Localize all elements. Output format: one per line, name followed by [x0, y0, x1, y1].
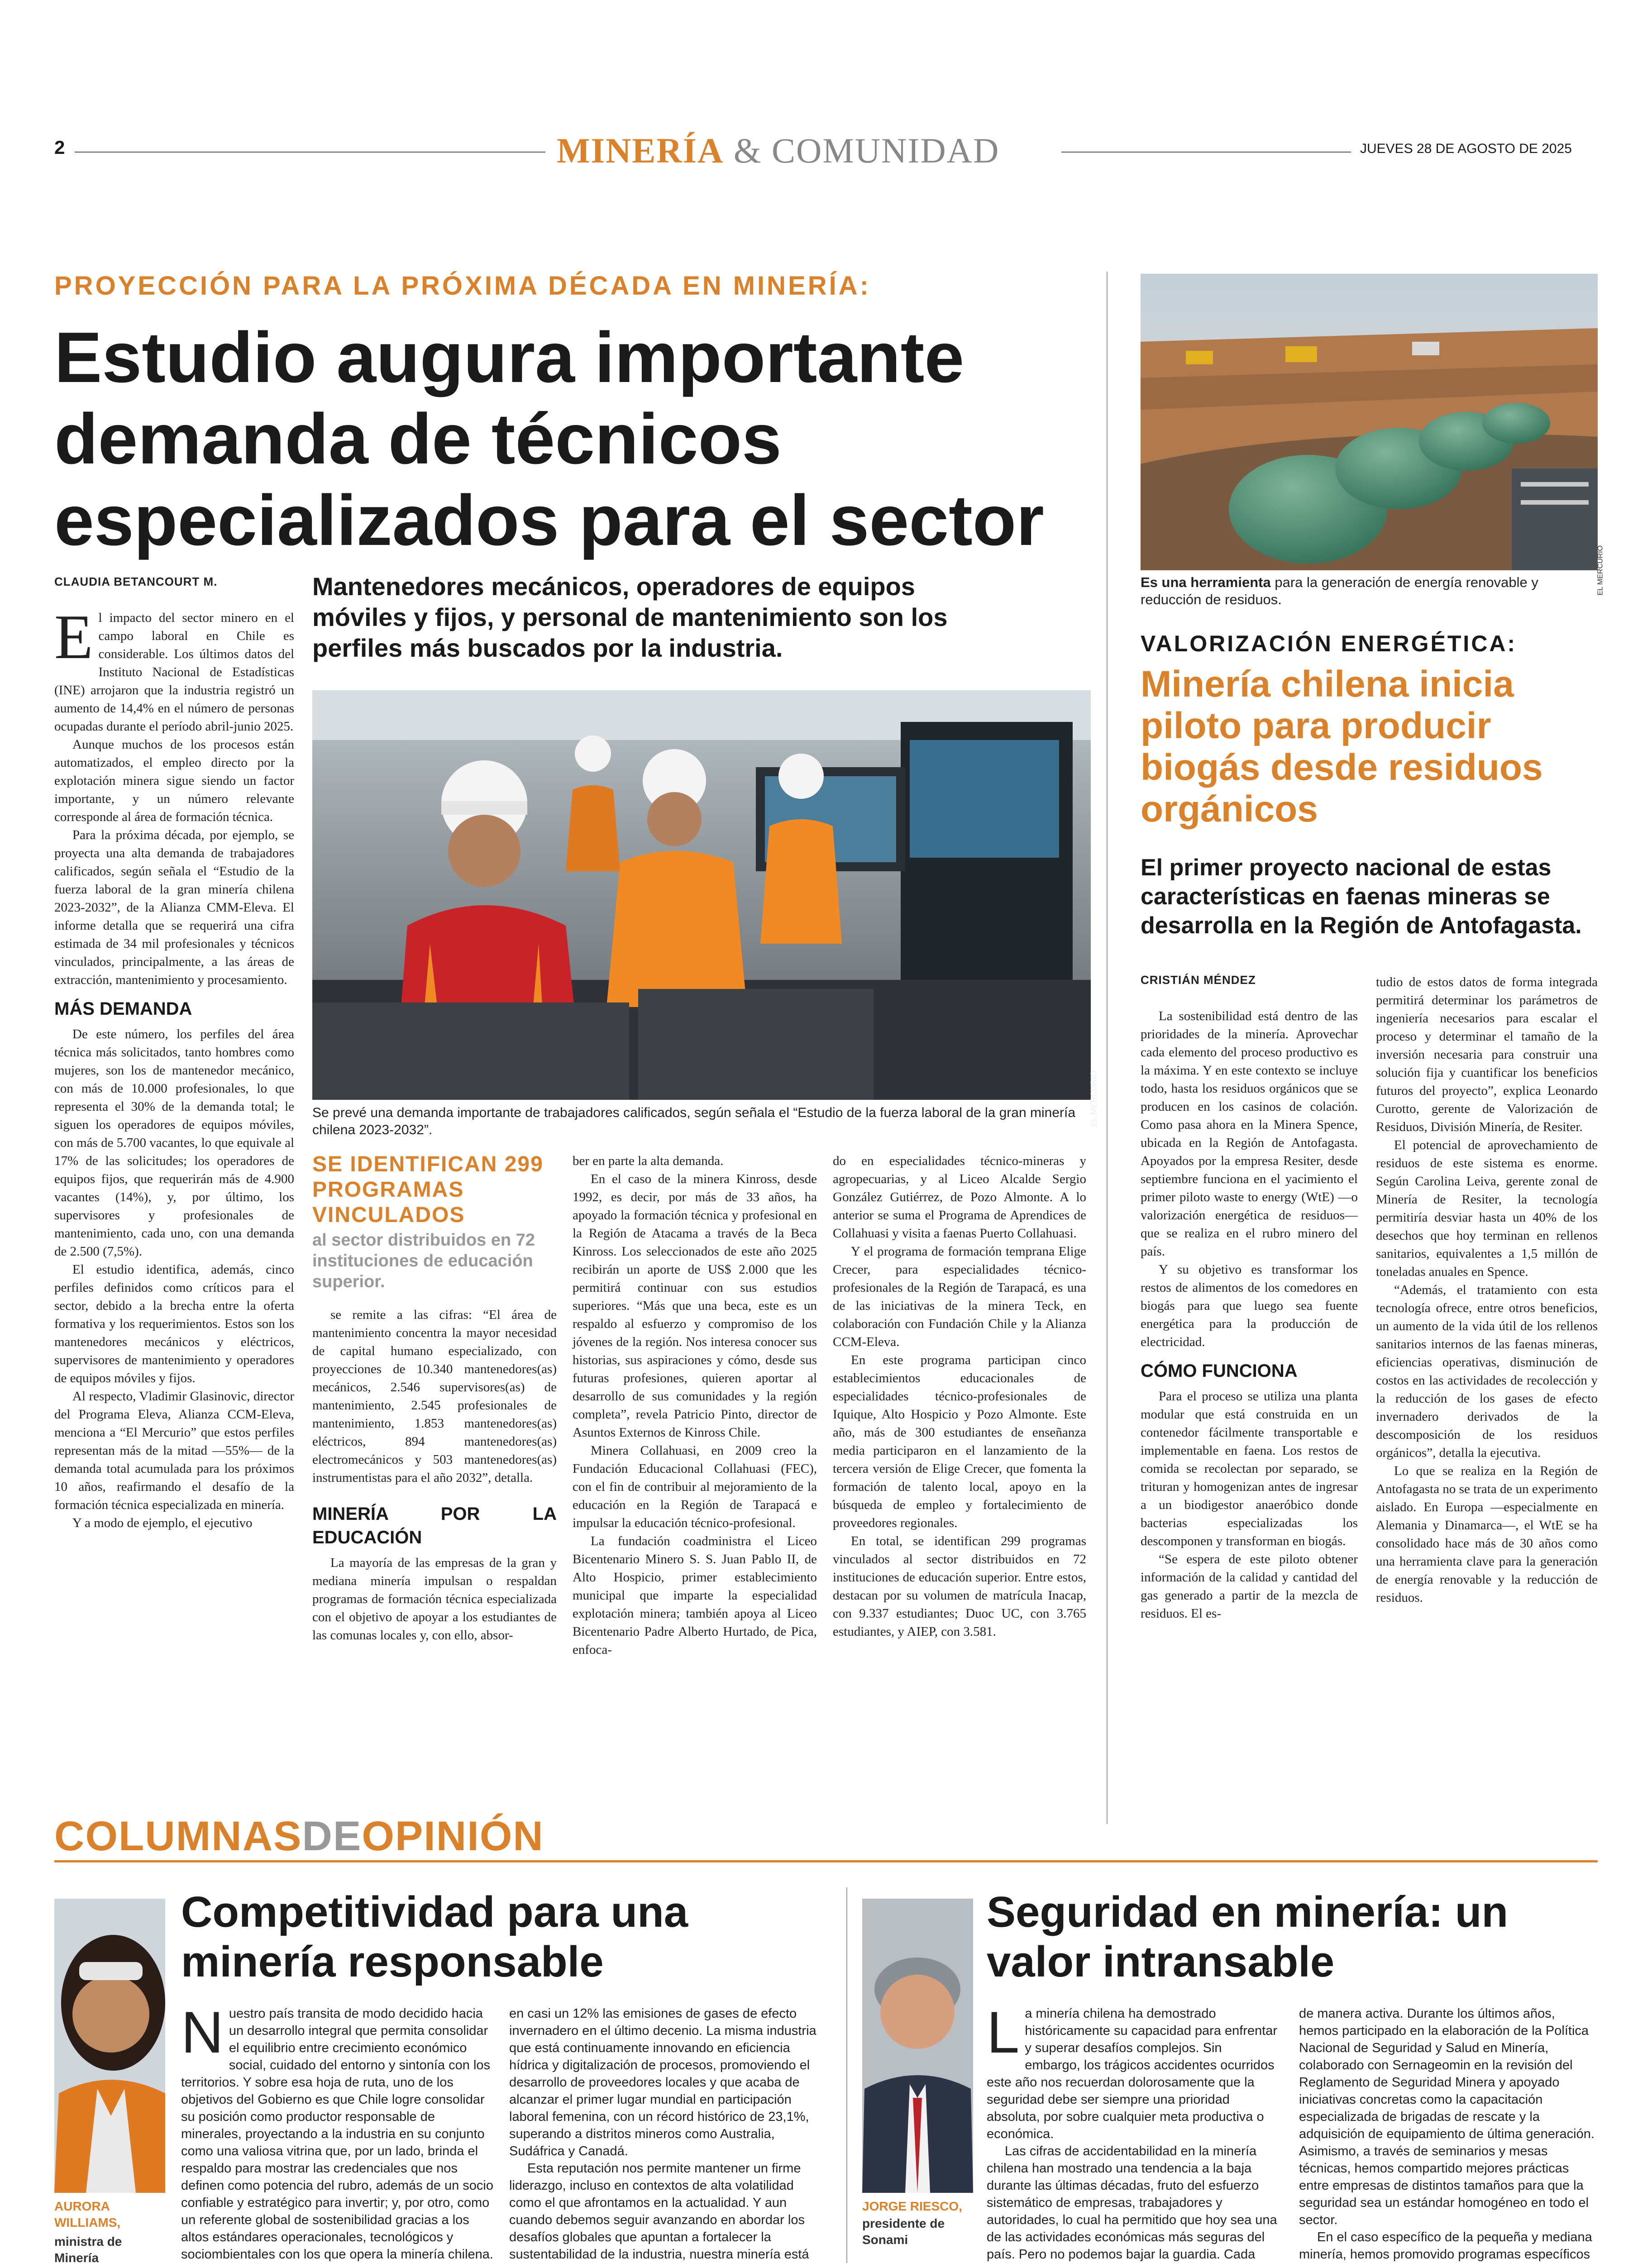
opinion-left-p1 — [181, 1999, 493, 2263]
opinion-banner — [54, 1813, 544, 1860]
side-col-1-p4: “Se espera de este piloto obtener información de la calidad y cantidad del gas generado a partir de la mezcla de residuos. El es- — [1141, 1552, 1358, 1621]
side-col-1-p2: Y su objetivo es transformar los restos de alimentos de los comedores en biogás para que luego sea fuente energética para la producción de electricidad. — [1141, 1262, 1358, 1349]
section-title — [557, 130, 999, 171]
side-col-1-p1: La sostenibilidad está dentro de las prioridades de la minería. Aprovechar cada elemento del proceso productivo es la máxima. Y en este contexto se incluye todo, hasta los residuos orgánicos que se producen en los casinos de colación. Como pasa ahora en la Minera Spence, ubicada en la Región de Antofagasta. Apoyados por la empresa Resiter, desde septiembre funciona en el yacimiento el primer piloto waste to energy (WtE) —o valorización energética de residuos— que se realiza en el rubro minero del país. — [1141, 1009, 1358, 1259]
main-byline: CLAUDIA BETANCOURT M. — [54, 575, 218, 588]
main-kicker: PROYECCIÓN PARA LA PRÓXIMA DÉCADA EN MINERÍA: — [54, 271, 871, 301]
side-col-1 — [1141, 1007, 1358, 1623]
opinion-banner-c: OPINIÓN — [362, 1813, 544, 1859]
main-col-1-p2: Aunque muchos de los procesos están automatizados, el empleo directo por la explotación minera sigue siendo un factor importante, y un número relevante corresponde al área de formación técnica. — [54, 737, 294, 824]
main-col-3-p2: En el caso de la minera Kinross, desde 1992, es decir, por más de 33 años, ha apoyado la formación técnica y profesional en la Región de Atacama a través de la Beca Kinross. Los seleccionados de este año 2025 recibirán un aporte de US$ 2.000 que les permitirá continuar con sus estudios superiores. “Más que una beca, este es un respaldo al esfuerzo y compromiso de los jóvenes de la región. Nos interesa conocer sus historias, sus aspiraciones y cómo, desde sus futuras profesiones, quieren aportar al desarrollo de sus comunidades y la región completa”, revela Patricio Pinto, director de Asuntos Externos de Kinross Chile. — [573, 1172, 817, 1440]
main-col-4-p4: En total, se identifican 299 programas vinculados al sector distribuidos en 72 instituciones de educación superior. Entre estos, destacan por su volumen de matrícula Inacap, con 9.337 estudiantes; Duoc UC, con 3.765 estudiantes, y AIEP, con 3.581. — [833, 1534, 1086, 1639]
main-col-4 — [833, 1152, 1086, 1641]
main-col-1-p1-text: l impacto del sector minero en el campo laboral en Chile es considerable. Los últimos datos del Instituto Nacional de Estadísticas (INE) arrojaron que la industria registró un aumento de 14,4% en el número de personas ocupadas durante el período abril-junio 2025. — [54, 611, 294, 734]
main-col-2-p1: se remite a las cifras: “El área de mantenimiento concentra la mayor necesidad de capital humano especializado, con proyecciones de 10.340 mantenedores(as) mecánicos, 2.546 supervisores(as) de mantenimiento, 2.545 profesionales de mantenimiento, 1.853 mantenedores(as) eléctricos, 894 mantenedores(as) electromecánicos y 503 mantenedores(as) instrumentistas para el año 2032”, detalla. — [312, 1308, 557, 1485]
main-col-1-p1 — [54, 602, 294, 735]
opinion-right-p6: En el caso específico de la pequeña y mediana minería, hemos promovido programas específicos — [1299, 2230, 1592, 2262]
opinion-left-p1-text: uestro país transita de modo decidido hacia un desarrollo integral que permita consolidar el equilibrio entre crecimiento económico social, cuidado del entorno y sintonía con los territorios. Y sobre esa hoja de ruta, uno de los objetivos del Gobierno es que Chile logre consolidar su posición como productor responsable de minerales, proyectando a la industria en su conjunto como una valiosa vitrina que, por un lado, brinda el respaldo para mostrar las credenciales que nos definen como potencia del rubro, además de un socio confiable y estratégico para invertir; y, por otro, como un referente global de sostenibilidad gracias a los altos estándares operacionales, tecnológicos y sociombientales con los que opera la minería chilena. — [181, 2006, 493, 2262]
main-dropcap: E — [54, 602, 93, 672]
side-headline: Minería chilena inicia piloto para producir biogás desde residuos orgánicos — [1141, 664, 1543, 830]
author-role-williams: ministra de Minería — [54, 2234, 122, 2263]
page-number: 2 — [54, 137, 65, 158]
main-col-1-p3: Para la próxima década, por ejemplo, se proyecta una alta demanda de trabajadores calificados, según señala el “Estudio de la fuerza laboral de la gran minería chilena 2023-2032”, de la Alianza CMM-Eleva. El informe detalla que se requerirá una cifra estimada de 34 mil profesionales y técnicos vinculados, principalmente, a las áreas de extracción, mantenimiento y procesamiento. — [54, 828, 294, 987]
author-photo-williams — [54, 1899, 165, 2193]
masthead-rule-left — [75, 152, 545, 153]
author-photo-riesco — [862, 1899, 973, 2193]
main-photo-credit: EL MERCURIO — [1089, 1070, 1098, 1127]
main-col-1-p7: Y a modo de ejemplo, el ejecutivo — [72, 1516, 253, 1530]
author-role-riesco: presidente de Sonami — [862, 2216, 945, 2247]
section-title-secondary: COMUNIDAD — [772, 131, 1000, 170]
author-name-riesco: JORGE RIESCO, — [862, 2199, 962, 2213]
avatar — [862, 1899, 973, 2193]
side-photo-caption — [1141, 574, 1598, 608]
side-photo-caption-bold: Es una herramienta — [1141, 574, 1271, 590]
main-col-2-body — [312, 1306, 557, 1644]
section-title-primary: MINERÍA — [557, 131, 724, 170]
opinion-left-dropcap: N — [181, 1999, 224, 2065]
masthead-rule-right — [1061, 152, 1351, 153]
pullout-title: SE IDENTIFICAN 299 PROGRAMAS VINCULADOS — [312, 1152, 544, 1227]
main-col-1-p4: De este número, los perfiles del área técnica más solicitados, tanto hombres como mujeres, son los de mantenedor mecánico, con más de 10.000 profesionales, lo que representa el 30% de la demanda total; le siguen los operadores de equipos móviles, con más de 5.700 vacantes, lo que equivale al 17% de las solicitudes; los operadores de equipos fijos, que requerirán más de 4.900 vacantes (14%), y, por último, los supervisores y profesionales de mantenimiento, cada uno, con una demanda de 2.500 (7,5%). — [54, 1027, 294, 1259]
main-col-1-p5: El estudio identifica, además, cinco perfiles definidos como críticos para el sector, debido a la brecha entre la oferta formativa y los requerimientos. Estos son los mantenedores mecánicos y eléctricos, supervisores de mantenimiento y operadores de equipos móviles y fijos. — [54, 1262, 294, 1385]
issue-date: JUEVES 28 DE AGOSTO DE 2025 — [1360, 141, 1572, 156]
opinion-right-dropcap: L — [987, 1999, 1020, 2065]
main-headline: Estudio augura importante demanda de técnicos especializados para el sector — [54, 318, 1044, 560]
opinion-left-p5: Esta reputación nos permite mantener un firme liderazgo, incluso en contextos de alta volatilidad como el que afrontamos en la actualidad. Y aun cuando debemos seguir avanzando en abordar los desafíos globales que apuntan a fortalecer la sustentabilidad de la industria, nuestra minería está — [509, 2161, 809, 2262]
opinion-divider — [846, 1887, 847, 2263]
side-deck: El primer proyecto nacional de estas características en faenas mineras se desarrolla en la Región de Antofagasta. — [1141, 855, 1582, 939]
side-kicker: VALORIZACIÓN ENERGÉTICA: — [1141, 631, 1517, 656]
opinion-right-headline: Seguridad en minería: un valor intransable — [987, 1888, 1509, 1986]
opinion-left-col-2 — [509, 2005, 826, 2263]
main-col-3-p1: ber en parte la alta demanda. — [573, 1154, 724, 1168]
section-title-amp: & — [733, 131, 762, 170]
side-col-2 — [1376, 973, 1598, 1607]
opinion-left-p4: en casi un 12% las emisiones de gases de efecto invernadero en el último decenio. La misma industria que está continuamente innovando en eficiencia hídrica y digitalización de procesos, promoviendo el desarrollo de proveedores locales y que acaba de alcanzar el primer lugar mundial en participación laboral femenina, con un récord histórico de 23,1%, superando a distritos mineros como Australia, Sudáfrica y Canadá. — [509, 2006, 816, 2158]
side-byline: CRISTIÁN MÉNDEZ — [1141, 973, 1256, 987]
opinion-right-p1 — [987, 1999, 1281, 2143]
column-rule — [1107, 272, 1108, 1824]
operators-control-room-image — [312, 690, 1091, 1100]
opinion-right-col-1 — [987, 1999, 1281, 2263]
main-col-1 — [54, 602, 294, 1532]
main-subhead-mas-demanda: MÁS DEMANDA — [54, 999, 192, 1019]
biogas-plant-image — [1141, 274, 1598, 570]
main-col-4-p1: do en especialidades técnico-mineras y agropecuarias, y al Liceo Alcalde Sergio González Gutiérrez, de Pozo Almonte. A lo anterior se suma el Programa de Aprendices de Collahuasi y visita a faenas Puerto Collahuasi. — [833, 1154, 1086, 1241]
opinion-right-col-2 — [1299, 2005, 1598, 2263]
main-col-4-p3: En este programa participan cinco establecimientos educacionales de especialidades técnico-profesionales de Iquique, Alto Hospicio y Pozo Almonte. Este año, más de 300 estudiantes de enseñanza media participaron en el lanzamiento de la tercera versión de Elige Crecer, que fomenta la formación de talento local, apoyo en la búsqueda de empleo y fortalecimiento de proveedores regionales. — [833, 1353, 1086, 1530]
side-col-2-p3: “Además, el tratamiento con esta tecnología ofrece, entre otros beneficios, un aumento de la vida útil de los rellenos sanitarios internos de las faenas mineras, eficiencias operativas, disminución de costos en las actividades de recolección y la reducción de los gases de efecto invernadero derivados de la descomposición de los residuos orgánicos”, detalla la ejecutiva. — [1376, 1283, 1598, 1460]
side-photo-credit: EL MERCURIO — [1597, 545, 1604, 596]
side-col-2-p2: El potencial de aprovechamiento de residuos de este sistema es enorme. Según Carolina Leiva, gerente zonal de Minería de Resiter, la tecnología permitiría desviar hasta un 40% de los desechos que hoy terminan en rellenos sanitarios, equivalentes a 1,5 millón de toneladas anuales en Spence. — [1376, 1138, 1598, 1279]
author-name-williams: AURORA WILLIAMS, — [54, 2199, 121, 2230]
opinion-banner-b: DE — [302, 1813, 362, 1859]
side-photo-caption-rest: para la generación de energía renovable y reducción de residuos. — [1141, 574, 1538, 607]
opinion-banner-a: COLUMNAS — [54, 1813, 302, 1859]
avatar — [54, 1899, 165, 2193]
opinion-left-headline: Competitividad para una minería responsable — [181, 1888, 688, 1986]
opinion-right-p1-text: a minería chilena ha demostrado históricamente su capacidad para enfrentar y superar desafíos complejos. Sin embargo, los trágicos accidentes ocurridos este año nos recuerdan dolorosamente que la seguridad debe ser siempre una prioridad absoluta, por sobre cualquier meta productiva o económica. — [987, 2006, 1278, 2141]
main-col-3 — [573, 1152, 817, 1659]
main-col-3-p4: La fundación coadministra el Liceo Bicentenario Minero S. S. Juan Pablo II, de Alto Hospicio, primer establecimiento municipal que imparte la especialidad explotación minera; también apoya al Liceo Bicentenario Padre Alberto Hurtado, de Pica, enfoca- — [573, 1534, 817, 1657]
opinion-right-p2: Las cifras de accidentabilidad en la minería chilena han mostrado una tendencia a la baja durante las últimas décadas, fruto del esfuerzo sistemático de empresas, trabajadores y autoridades, lo cual ha permitido que hoy sea una de las actividades económicas más seguras del país. Pero no podemos bajar la guardia. Cada — [987, 2144, 1277, 2262]
side-col-2-p1: tudio de estos datos de forma integrada permitirá determinar los parámetros de ingeniería necesarios para escalar el proceso y determinar el tamaño de la inversión necesaria para construir una solución fija y cuantificar los beneficios futuros del proyecto”, explica Leonardo Curotto, gerente de Valorización de Residuos, División Minería, de Resiter. — [1376, 975, 1598, 1134]
main-subhead-educacion: MINERÍA POR LA EDUCACIÓN — [312, 1504, 557, 1547]
side-col-1-p3: Para el proceso se utiliza una planta modular que está construida en un contenedor fácilmente transportable e implementable en faena. Los restos de comida se recolectan por separado, se trituran y homogenizan antes de ingresar a un biodigestor anaeróbico donde bacterias especializadas los descomponen y transforman en biogás. — [1141, 1389, 1358, 1548]
main-col-4-p2: Y el programa de formación temprana Elige Crecer, para especialidades técnico-profesionales de la Región de Tarapacá, es una de las iniciativas de la minera Teck, en colaboración con Fundación Chile y la Alianza CCM-Eleva. — [833, 1244, 1086, 1349]
opinion-right-p5: de manera activa. Durante los últimos años, hemos participado en la elaboración de la Política Nacional de Seguridad y Salud en Minería, colaborado con Sernageomin en la revisión del Reglamento de Seguridad Minera y apoyado iniciativas concretas como la capacitación especializada de brigadas de rescate y la adquisición de equipamiento de última generación. Asimismo, a través de seminarios y mesas técnicas, hemos compartido mejores prácticas entre empresas de distintos tamaños para que la seguridad sea un estándar homogéneo en todo el sector. — [1299, 2006, 1595, 2227]
side-col-2-p4: Lo que se realiza en la Región de Antofagasta no se trata de un experimento aislado. En Europa —especialmente en Alemania y Dinamarca—, el WtE se ha consolidado hace más de 30 años como una herramienta clave para la generación de energía renovable y la reducción de residuos. — [1376, 1464, 1598, 1605]
side-subhead-como-funciona: CÓMO FUNCIONA — [1141, 1361, 1298, 1381]
main-col-3-p3: Minera Collahuasi, en 2009 creo la Fundación Educacional Collahuasi (FEC), con el fin de contribuir al mejoramiento de la educación en la Región de Tarapacá e impulsar la educación técnico-profesional. — [573, 1443, 817, 1530]
main-col-2-p2: La mayoría de las empresas de la gran y mediana minería impulsan o respaldan programas de formación técnica especializada con el objetivo de apoyar a los estudiantes de las comunas locales y, con ello, absor- — [312, 1556, 557, 1642]
pullout-sub: al sector distribuidos en 72 instituciones de educación superior. — [312, 1231, 535, 1291]
opinion-banner-rule — [54, 1860, 1598, 1862]
main-deck: Mantenedores mecánicos, operadores de equipos móviles y fijos, y personal de mantenimiento son los perfiles más buscados por la industria. — [312, 572, 948, 662]
opinion-left-col-1 — [181, 1999, 493, 2263]
main-col-2 — [312, 1152, 557, 1644]
main-photo-caption: Se prevé una demanda importante de trabajadores calificados, según señala el “Estudio de la fuerza laboral de la gran minería chilena 2023-2032”. — [312, 1105, 1076, 1137]
main-col-1-p6: Al respecto, Vladimir Glasinovic, director del Programa Eleva, Alianza CCM-Eleva, menciona a “El Mercurio” que estos perfiles representan más de la mitad —55%— de la demanda total acumulada para los próximos 10 años, reafirmando el desafío de la formación técnica especializada en minería. — [54, 1389, 294, 1512]
